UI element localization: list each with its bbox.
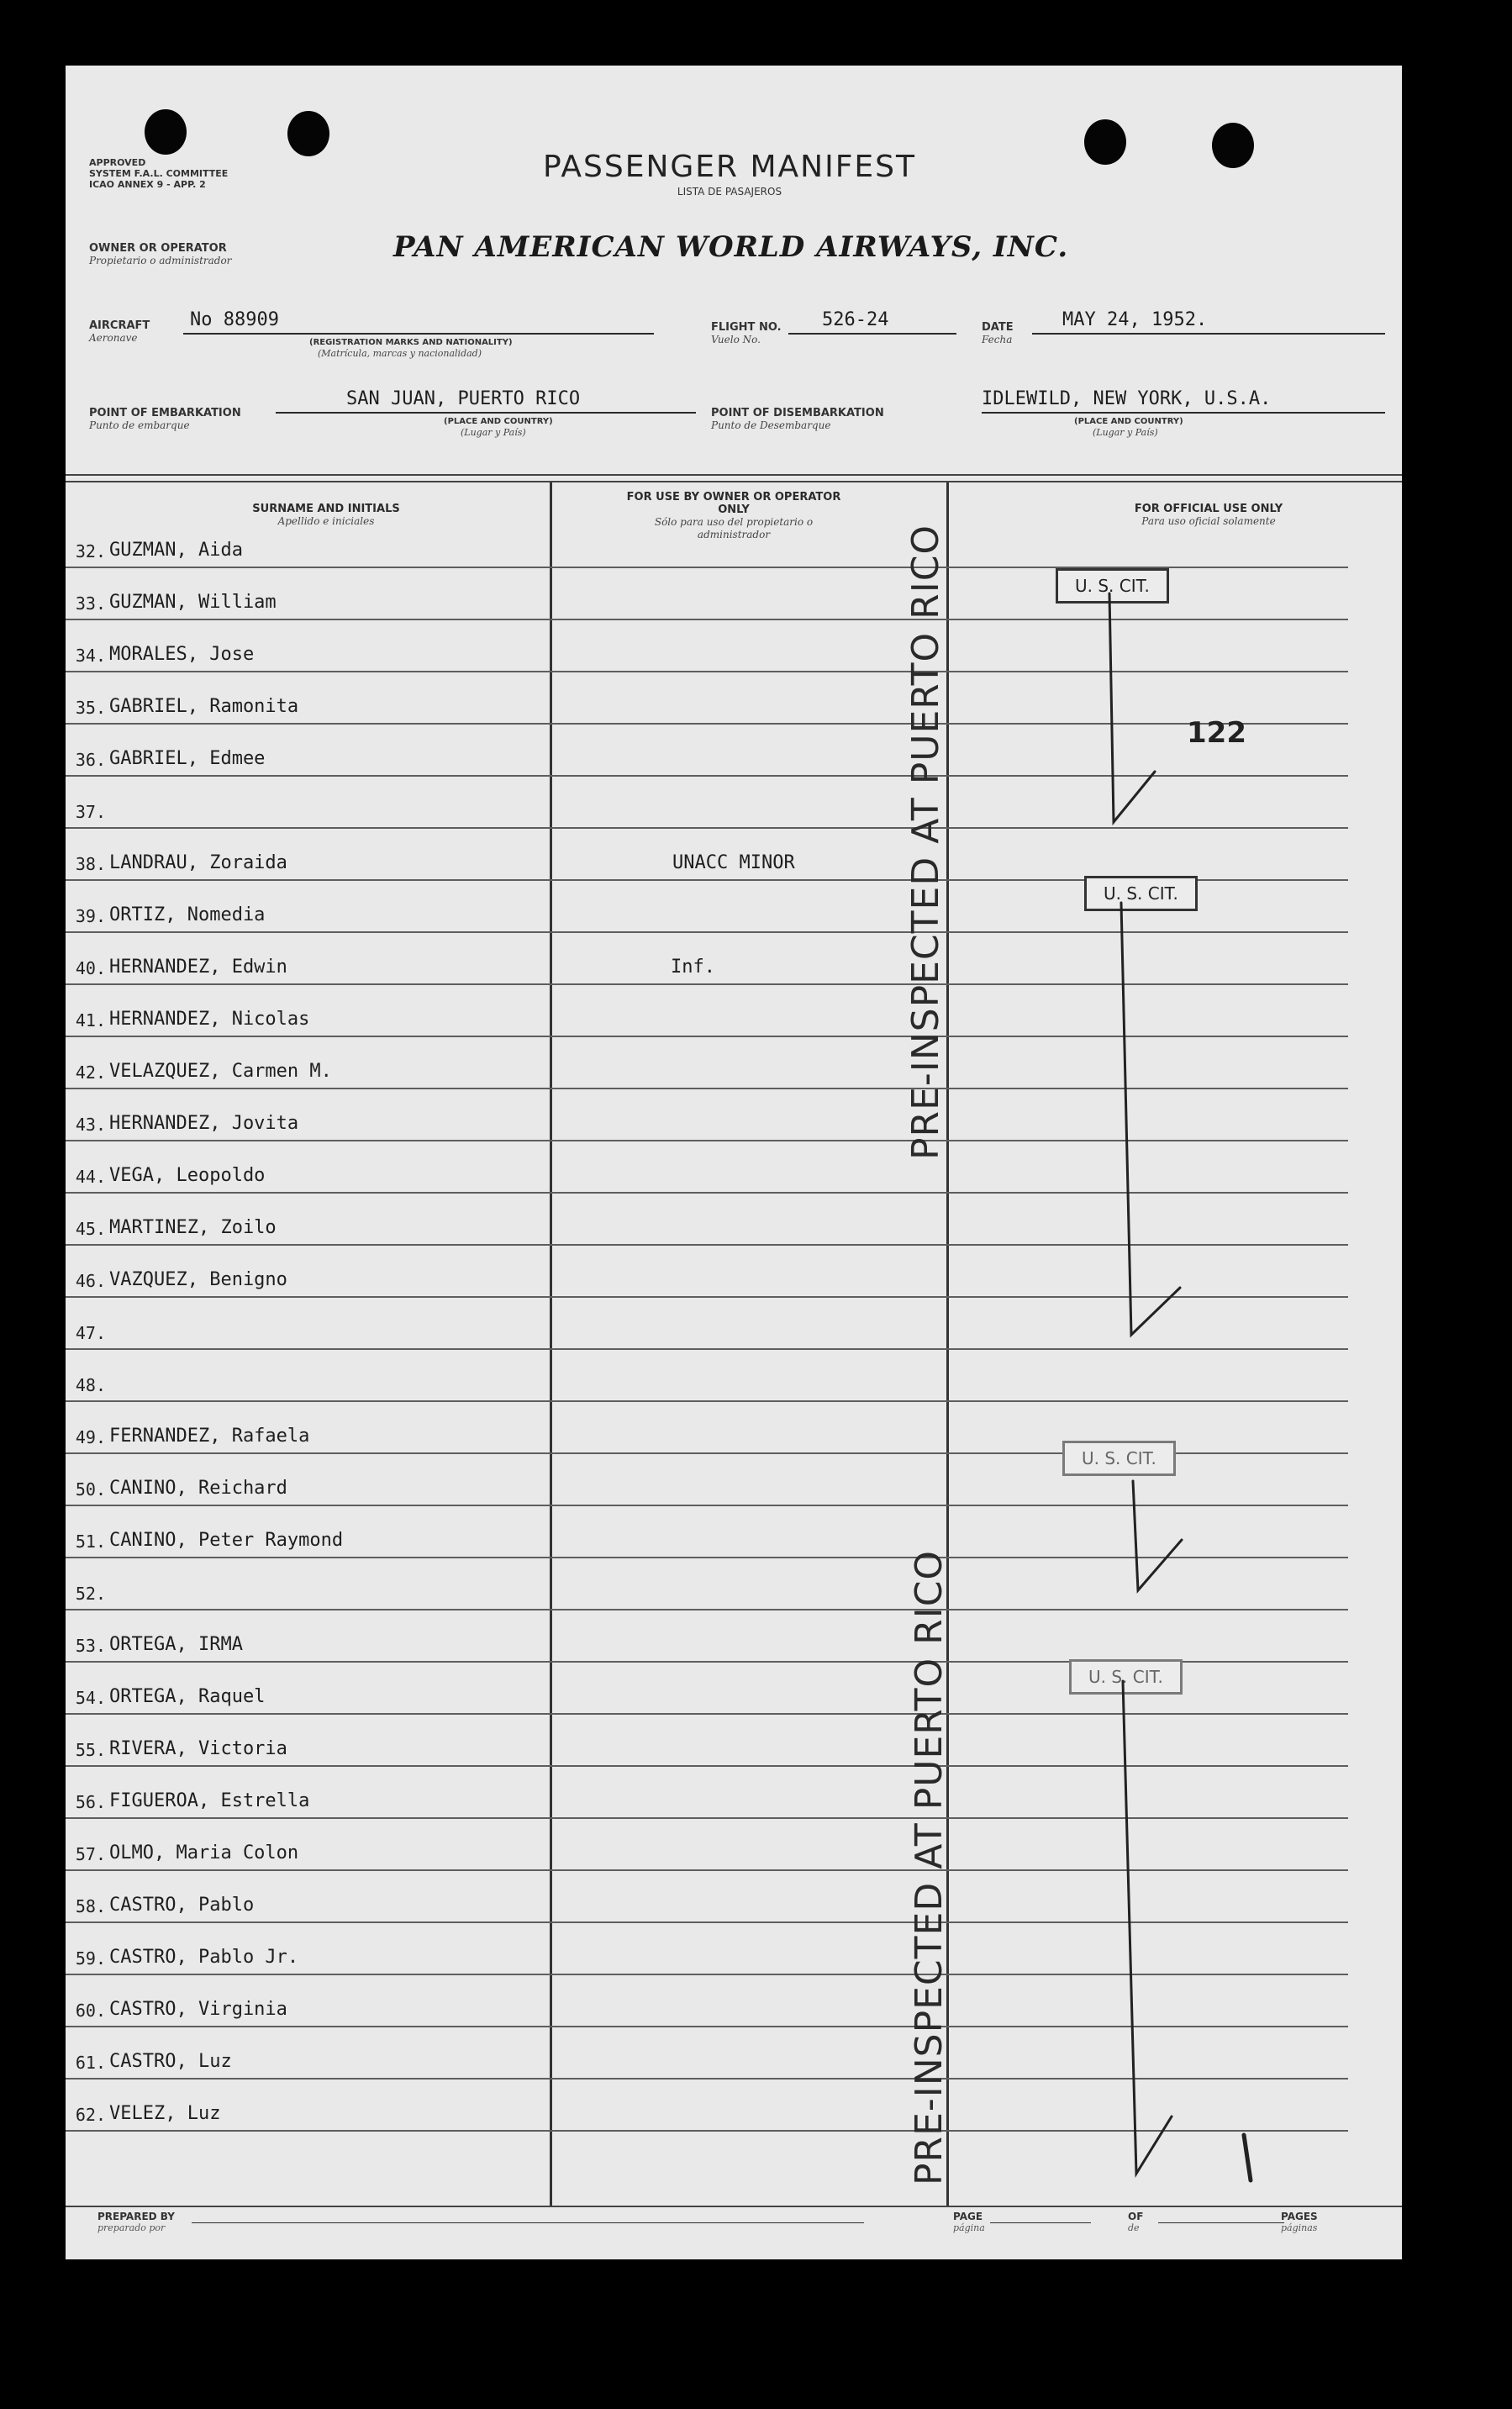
passenger-name: HERNANDEZ, Nicolas <box>109 1009 310 1030</box>
passenger-name: VEGA, Leopoldo <box>109 1165 266 1186</box>
check-mark <box>1121 903 1180 1335</box>
of-label-text: OF <box>1128 2211 1144 2222</box>
disembark-label: POINT OF DISEMBARKATION <box>711 407 884 419</box>
underline <box>192 2222 864 2223</box>
pages-label-text: PAGES <box>1281 2211 1318 2222</box>
passenger-name: OLMO, Maria Colon <box>109 1842 299 1863</box>
row-number: 35. <box>75 698 106 718</box>
row-number: 37. <box>75 802 106 822</box>
passenger-name: LANDRAU, Zoraida <box>109 852 287 873</box>
embark-label: POINT OF EMBARKATION <box>89 407 241 419</box>
row-number: 62. <box>75 2105 106 2125</box>
disembark-value: IDLEWILD, NEW YORK, U.S.A. <box>982 388 1272 409</box>
underline <box>1158 2222 1284 2223</box>
official-use-header-label: FOR OFFICIAL USE ONLY <box>1134 503 1283 515</box>
prepared-by-label: PREPARED BY <box>97 2211 175 2222</box>
row-number: 41. <box>75 1010 106 1031</box>
registration-caption: (REGISTRATION MARKS AND NATIONALITY) <box>309 338 513 347</box>
flight-number: 526-24 <box>822 309 889 330</box>
owner-use-header-label-es: Sólo para uso del propietario o administrador <box>654 516 814 540</box>
passenger-name: HERNANDEZ, Jovita <box>109 1113 299 1134</box>
page-title: PASSENGER MANIFEST <box>542 150 917 184</box>
row-number: 40. <box>75 958 106 978</box>
flight-label: FLIGHT NO. <box>711 321 782 334</box>
row-number: 43. <box>75 1115 106 1135</box>
passenger-name: GABRIEL, Ramonita <box>109 696 299 717</box>
row-number: 34. <box>75 646 106 666</box>
surname-header-label: SURNAME AND INITIALS <box>252 503 400 515</box>
approval-line: ICAO ANNEX 9 - APP. 2 <box>89 179 206 190</box>
row-number: 33. <box>75 593 106 614</box>
row-number: 55. <box>75 1740 106 1760</box>
place-caption-es: (Lugar y País) <box>1093 427 1158 438</box>
airline-name: PAN AMERICAN WORLD AIRWAYS, INC. <box>393 230 1069 264</box>
row-number: 61. <box>75 2053 106 2073</box>
flight-label-es: Vuelo No. <box>711 334 761 345</box>
row-number: 45. <box>75 1219 106 1239</box>
row-number: 47. <box>75 1323 106 1343</box>
passenger-name: ORTEGA, IRMA <box>109 1634 243 1655</box>
us-citizen-stamp: U. S. CIT. <box>1084 876 1198 911</box>
row-number: 53. <box>75 1636 106 1656</box>
passenger-name: CASTRO, Pablo <box>109 1895 255 1916</box>
check-marks <box>66 66 1402 2259</box>
row-number: 39. <box>75 906 106 926</box>
aircraft-number: No 88909 <box>190 309 279 330</box>
passenger-name: RIVERA, Victoria <box>109 1738 287 1759</box>
prepared-by-label-es: preparado por <box>97 2222 166 2233</box>
row-number: 38. <box>75 854 106 874</box>
us-citizen-stamp: U. S. CIT. <box>1056 568 1169 604</box>
manifest-sheet <box>66 66 1402 2259</box>
check-mark <box>1123 1681 1172 2174</box>
official-use-header-label-es: Para uso oficial solamente <box>1141 515 1276 527</box>
passenger-name: CASTRO, Virginia <box>109 1999 287 2020</box>
prepared-by <box>97 2211 175 2233</box>
approval-line: APPROVED <box>89 157 146 168</box>
row-number: 50. <box>75 1479 106 1500</box>
passenger-name: ORTEGA, Raquel <box>109 1686 266 1707</box>
row-number: 32. <box>75 541 106 561</box>
passenger-name: VELEZ, Luz <box>109 2103 221 2124</box>
row-number: 44. <box>75 1167 106 1187</box>
us-citizen-stamp: U. S. CIT. <box>1062 1441 1176 1476</box>
place-caption: (PLACE AND COUNTRY) <box>1074 417 1183 426</box>
owner-note: UNACC MINOR <box>672 852 795 873</box>
pages-label <box>1281 2211 1318 2233</box>
approval-line: SYSTEM F.A.L. COMMITTEE <box>89 168 229 179</box>
owner-note: Inf. <box>671 957 715 978</box>
of-label <box>1128 2211 1143 2233</box>
row-number: 52. <box>75 1584 106 1604</box>
aircraft-label-es: Aeronave <box>89 332 138 344</box>
date-label: DATE <box>982 321 1014 334</box>
owner-use-header-label: FOR USE BY OWNER OR OPERATOR ONLY <box>626 491 841 516</box>
row-number: 46. <box>75 1271 106 1291</box>
passenger-name: VELAZQUEZ, Carmen M. <box>109 1061 332 1082</box>
flight-date: MAY 24, 1952. <box>1062 309 1208 330</box>
row-number: 58. <box>75 1896 106 1916</box>
underline <box>990 2222 1091 2223</box>
us-citizen-stamp: U. S. CIT. <box>1069 1659 1183 1695</box>
page-label <box>953 2211 985 2233</box>
row-number: 49. <box>75 1427 106 1447</box>
surname-header-label-es: Apellido e iniciales <box>277 515 375 527</box>
passenger-name: CASTRO, Pablo Jr. <box>109 1947 299 1968</box>
passenger-name: MARTINEZ, Zoilo <box>109 1217 277 1238</box>
place-caption-es: (Lugar y País) <box>461 427 526 438</box>
passenger-name: FERNANDEZ, Rafaela <box>109 1426 310 1447</box>
passenger-name: HERNANDEZ, Edwin <box>109 957 287 978</box>
passenger-name: ORTIZ, Nomedia <box>109 904 266 925</box>
passenger-name: FIGUEROA, Estrella <box>109 1790 310 1811</box>
row-number: 59. <box>75 1948 106 1969</box>
row-number: 54. <box>75 1688 106 1708</box>
ink-mark <box>1244 2135 1251 2180</box>
row-number: 51. <box>75 1531 106 1552</box>
handwritten-count: 122 <box>1187 716 1246 750</box>
page-subtitle: LISTA DE PASAJEROS <box>677 186 782 198</box>
row-number: 42. <box>75 1062 106 1083</box>
embark-label-es: Punto de embarque <box>89 419 190 431</box>
check-mark <box>1109 593 1155 822</box>
embark-value: SAN JUAN, PUERTO RICO <box>346 388 581 409</box>
passenger-name: GABRIEL, Edmee <box>109 748 266 769</box>
passenger-name: VAZQUEZ, Benigno <box>109 1269 287 1290</box>
passenger-name: MORALES, Jose <box>109 644 255 665</box>
pages-label-es: páginas <box>1281 2222 1318 2233</box>
aircraft-label: AIRCRAFT <box>89 319 150 332</box>
of-label-es: de <box>1128 2222 1140 2233</box>
passenger-name: GUZMAN, Aida <box>109 540 243 561</box>
date-label-es: Fecha <box>982 334 1013 345</box>
preinspected-stamp: PRE-INSPECTED AT PUERTO RICO <box>908 1549 951 2185</box>
registration-caption-es: (Matrícula, marcas y nacionalidad) <box>318 348 482 359</box>
passenger-name: CANINO, Peter Raymond <box>109 1530 344 1551</box>
page-label-es: página <box>953 2222 985 2233</box>
row-number: 56. <box>75 1792 106 1812</box>
page-label-text: PAGE <box>953 2211 983 2222</box>
row-number: 57. <box>75 1844 106 1864</box>
owner-label: OWNER OR OPERATOR <box>89 242 227 255</box>
table-bottom-border <box>66 2206 1402 2207</box>
place-caption: (PLACE AND COUNTRY) <box>444 417 553 426</box>
passenger-name: GUZMAN, William <box>109 592 277 613</box>
row-number: 36. <box>75 750 106 770</box>
passenger-name: CANINO, Reichard <box>109 1478 287 1499</box>
disembark-label-es: Punto de Desembarque <box>711 419 831 431</box>
passenger-name: CASTRO, Luz <box>109 2051 232 2072</box>
preinspected-stamp: PRE-INSPECTED AT PUERTO RICO <box>904 524 947 1160</box>
row-number: 60. <box>75 2000 106 2021</box>
row-number: 48. <box>75 1375 106 1395</box>
check-mark <box>1133 1481 1182 1590</box>
owner-label-es: Propietario o administrador <box>89 255 232 266</box>
